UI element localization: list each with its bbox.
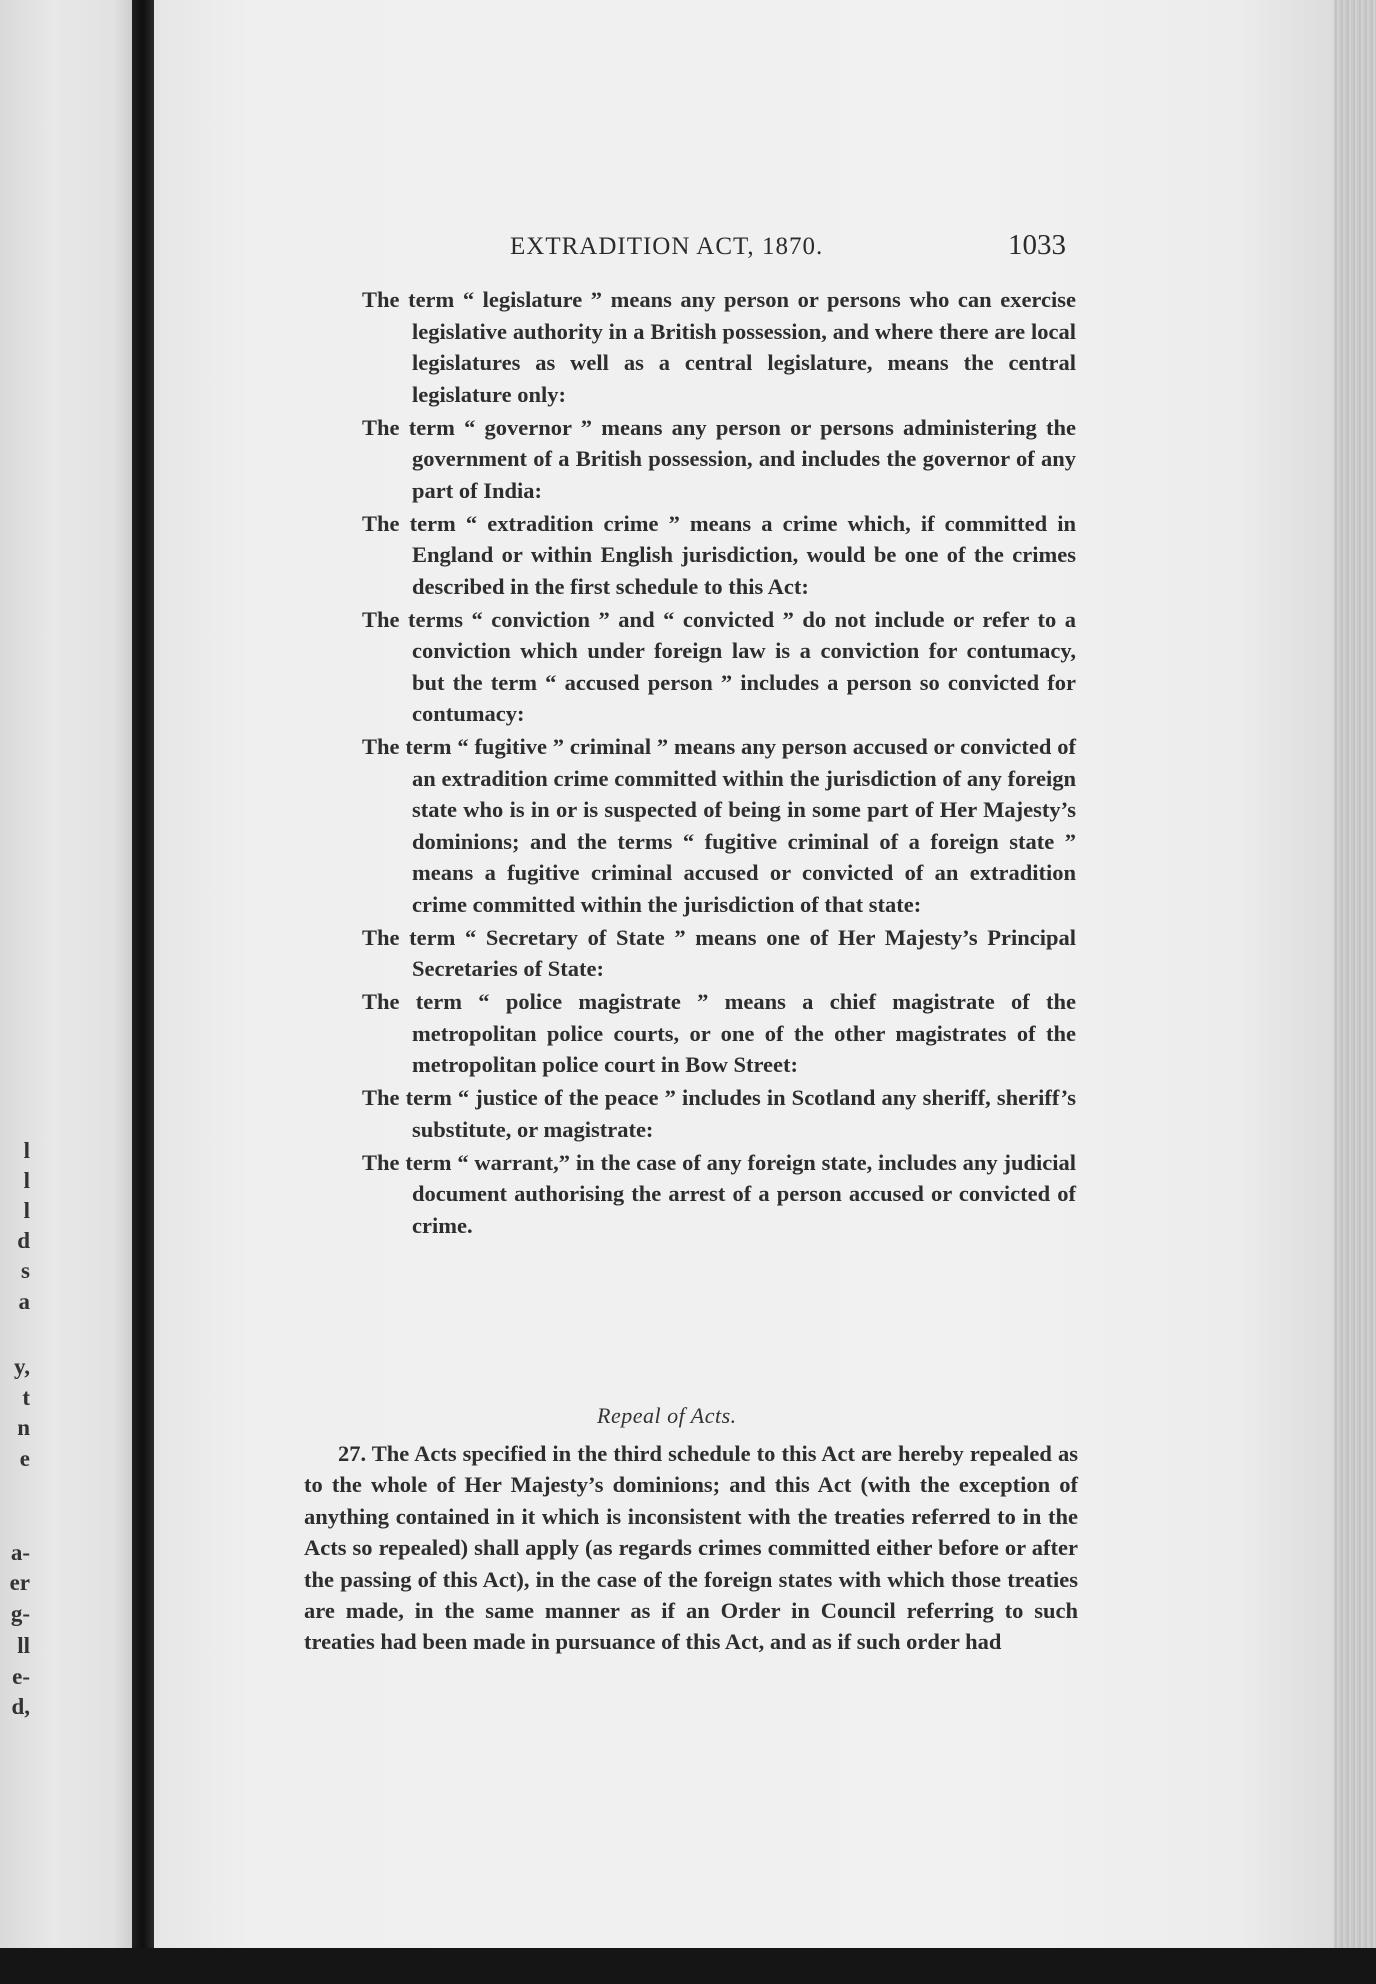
running-title: EXTRADITION ACT, xyxy=(510,233,755,260)
definitions-list xyxy=(362,284,1076,1243)
definition-warrant: The term “ warrant,” in the case of any foreign state, includes any judicial document authorising the arrest of a person accused or convicted of crime. xyxy=(362,1149,1076,1238)
left-page-fragment: a- xyxy=(10,1540,30,1565)
left-page-fragment: er xyxy=(9,1570,30,1595)
definition-governor: The term “ governor ” means any person or persons administering the government of a British possession, and includes the governor of any part of India: xyxy=(362,414,1076,503)
left-page-fragment: e- xyxy=(12,1664,30,1689)
section-27-paragraph: 27. The Acts specified in the third schedule to this Act are hereby repealed as to the whole of Her Majesty’s dominions; and this Act (with the exception of anything contained in it which is inconsistent with the treaties referred to in the Acts so repealed) shall apply (as regards crimes committed either before or after the passing of this Act), in the case of the foreign states with which those treaties are made, in the same manner as if an Order in Council referring to such treaties had been made in pursuance of this Act, and as if such order had xyxy=(304,1441,1078,1655)
left-page-fragment: d xyxy=(17,1228,30,1253)
page-number: 1033 xyxy=(1008,229,1066,261)
left-page-fragment: s xyxy=(21,1258,30,1283)
definition-conviction: The terms “ conviction ” and “ convicted ” do not include or refer to a conviction which under foreign law is a conviction for contumacy, but the term “ accused person ” includes a person so convicted for contumacy: xyxy=(362,606,1076,727)
page-stack-edge xyxy=(1334,0,1376,1960)
definition-justice-of-the-peace: The term “ justice of the peace ” includes in Scotland any sheriff, sheriff’s substitute, or magistrate: xyxy=(362,1085,1076,1142)
left-page-fragment: g- xyxy=(10,1601,30,1626)
left-page-fragment: d, xyxy=(11,1694,30,1719)
left-page-fragment: l xyxy=(23,1168,30,1193)
definition-fugitive-criminal: The term “ fugitive ” criminal ” means any person accused or convicted of an extradition crime committed within the jurisdiction of any foreign state who is in or is suspected of being in some part of Her Majesty’s dominions; and the terms “ fugitive criminal of a foreign state ” means a fugitive criminal accused or convicted of an extradition crime committed within the jurisdiction of that state: xyxy=(362,734,1076,918)
left-page-fragment: ll xyxy=(17,1633,30,1658)
left-page-fragment: l xyxy=(23,1138,30,1163)
running-year: 1870. xyxy=(761,233,824,260)
section-heading: Repeal of Acts. xyxy=(597,1403,737,1428)
definition-secretary-of-state: The term “ Secretary of State ” means one of Her Majesty’s Principal Secretaries of State: xyxy=(362,924,1076,982)
left-page-fragment: e xyxy=(19,1446,30,1471)
definition-police-magistrate: The term “ police magistrate ” means a chief magistrate of the metropolitan police courts, or one of the other magistrates of the metropolitan police court in Bow Street: xyxy=(362,989,1076,1078)
definition-extradition-crime: The term “ extradition crime ” means a crime which, if committed in England or within English jurisdiction, would be one of the crimes described in the first schedule to this Act: xyxy=(362,510,1076,599)
running-head xyxy=(510,233,823,261)
left-page-fragment: l xyxy=(23,1198,30,1223)
left-page-fragment: t xyxy=(22,1385,30,1410)
book-gutter xyxy=(132,0,154,1984)
scan-bottom-border xyxy=(0,1948,1376,1984)
left-page-edge xyxy=(0,0,132,1948)
left-page-fragment: a xyxy=(18,1289,30,1314)
left-page-fragment: n xyxy=(17,1415,30,1440)
definition-legislature: The term “ legislature ” means any person or persons who can exercise legislative authority in a British possession, and where there are local legislatures as well as a central legislature, means the central legislature only: xyxy=(362,287,1076,407)
left-page-fragment: y, xyxy=(14,1354,30,1379)
